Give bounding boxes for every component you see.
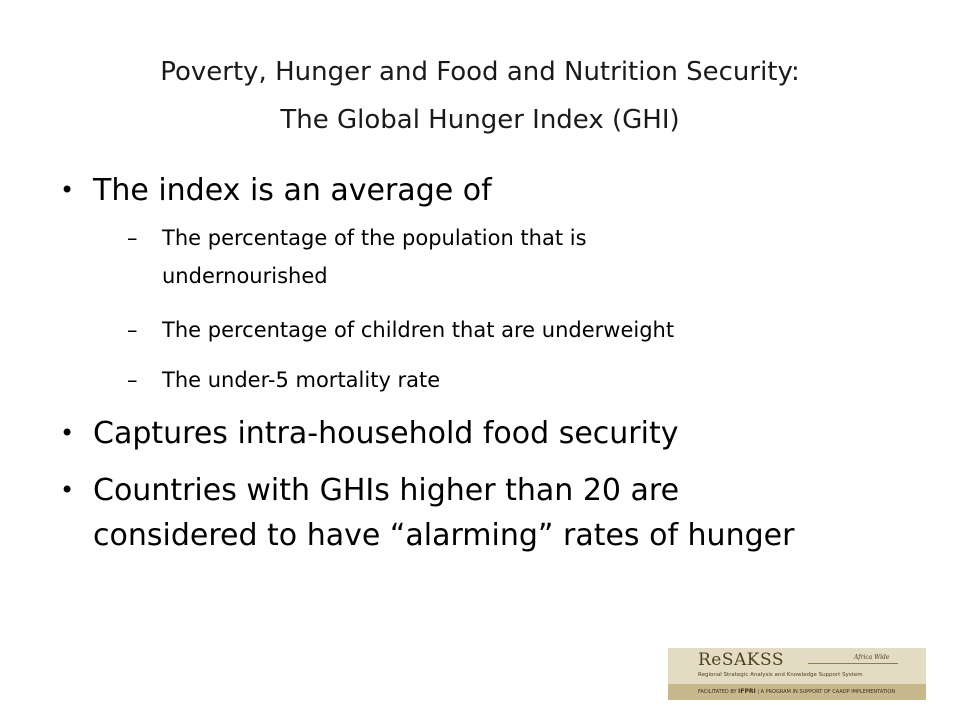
bullet-marker: • — [60, 419, 75, 447]
bullet-list — [60, 168, 920, 558]
logo-facilitated: FACILITATED BY — [698, 689, 737, 695]
logo-separator: | — [757, 689, 761, 695]
logo-region: Africa Wide — [854, 654, 890, 661]
sub-bullet-underweight — [127, 311, 920, 349]
bullet-text: The index is an average of — [93, 173, 492, 208]
bullet-marker: • — [60, 476, 75, 504]
slide-title — [40, 48, 920, 144]
bullet-text-line-2: considered to have “alarming” rates of hunger — [93, 518, 795, 553]
logo-tagline: Regional Strategic Analysis and Knowledge Support System — [698, 672, 863, 678]
sub-bullet-mortality — [127, 361, 920, 399]
sub-bullet-undernourished — [127, 219, 920, 295]
logo-org: IFPRI — [738, 688, 756, 695]
bullet-text-line-1: Countries with GHIs higher than 20 are — [93, 473, 680, 508]
resakss-logo — [668, 648, 926, 700]
bullet-item-index-average — [60, 168, 920, 213]
bullet-item-intra-household — [60, 411, 920, 456]
bullet-marker: • — [60, 176, 75, 204]
logo-footer — [698, 688, 895, 695]
bullet-item-alarming-rates — [60, 468, 920, 558]
title-line-2: The Global Hunger Index (GHI) — [280, 105, 680, 135]
bullet-text: Captures intra-household food security — [93, 416, 679, 451]
sub-bullet-text-line-1: The percentage of the population that is — [162, 226, 587, 250]
sub-bullet-text: The percentage of children that are underweight — [162, 318, 675, 342]
logo-rule — [808, 663, 898, 664]
sub-bullet-text: The under-5 mortality rate — [162, 368, 441, 392]
logo-program: A PROGRAM IN SUPPORT OF CAADP IMPLEMENTATION — [760, 689, 896, 695]
logo-name: ReSAKSS — [698, 650, 784, 670]
sub-bullet-marker: – — [127, 368, 138, 392]
sub-bullet-marker: – — [127, 318, 138, 342]
sub-bullet-text-line-2: undernourished — [162, 264, 328, 288]
sub-bullet-marker: – — [127, 226, 138, 250]
title-line-1: Poverty, Hunger and Food and Nutrition Security: — [160, 57, 800, 87]
